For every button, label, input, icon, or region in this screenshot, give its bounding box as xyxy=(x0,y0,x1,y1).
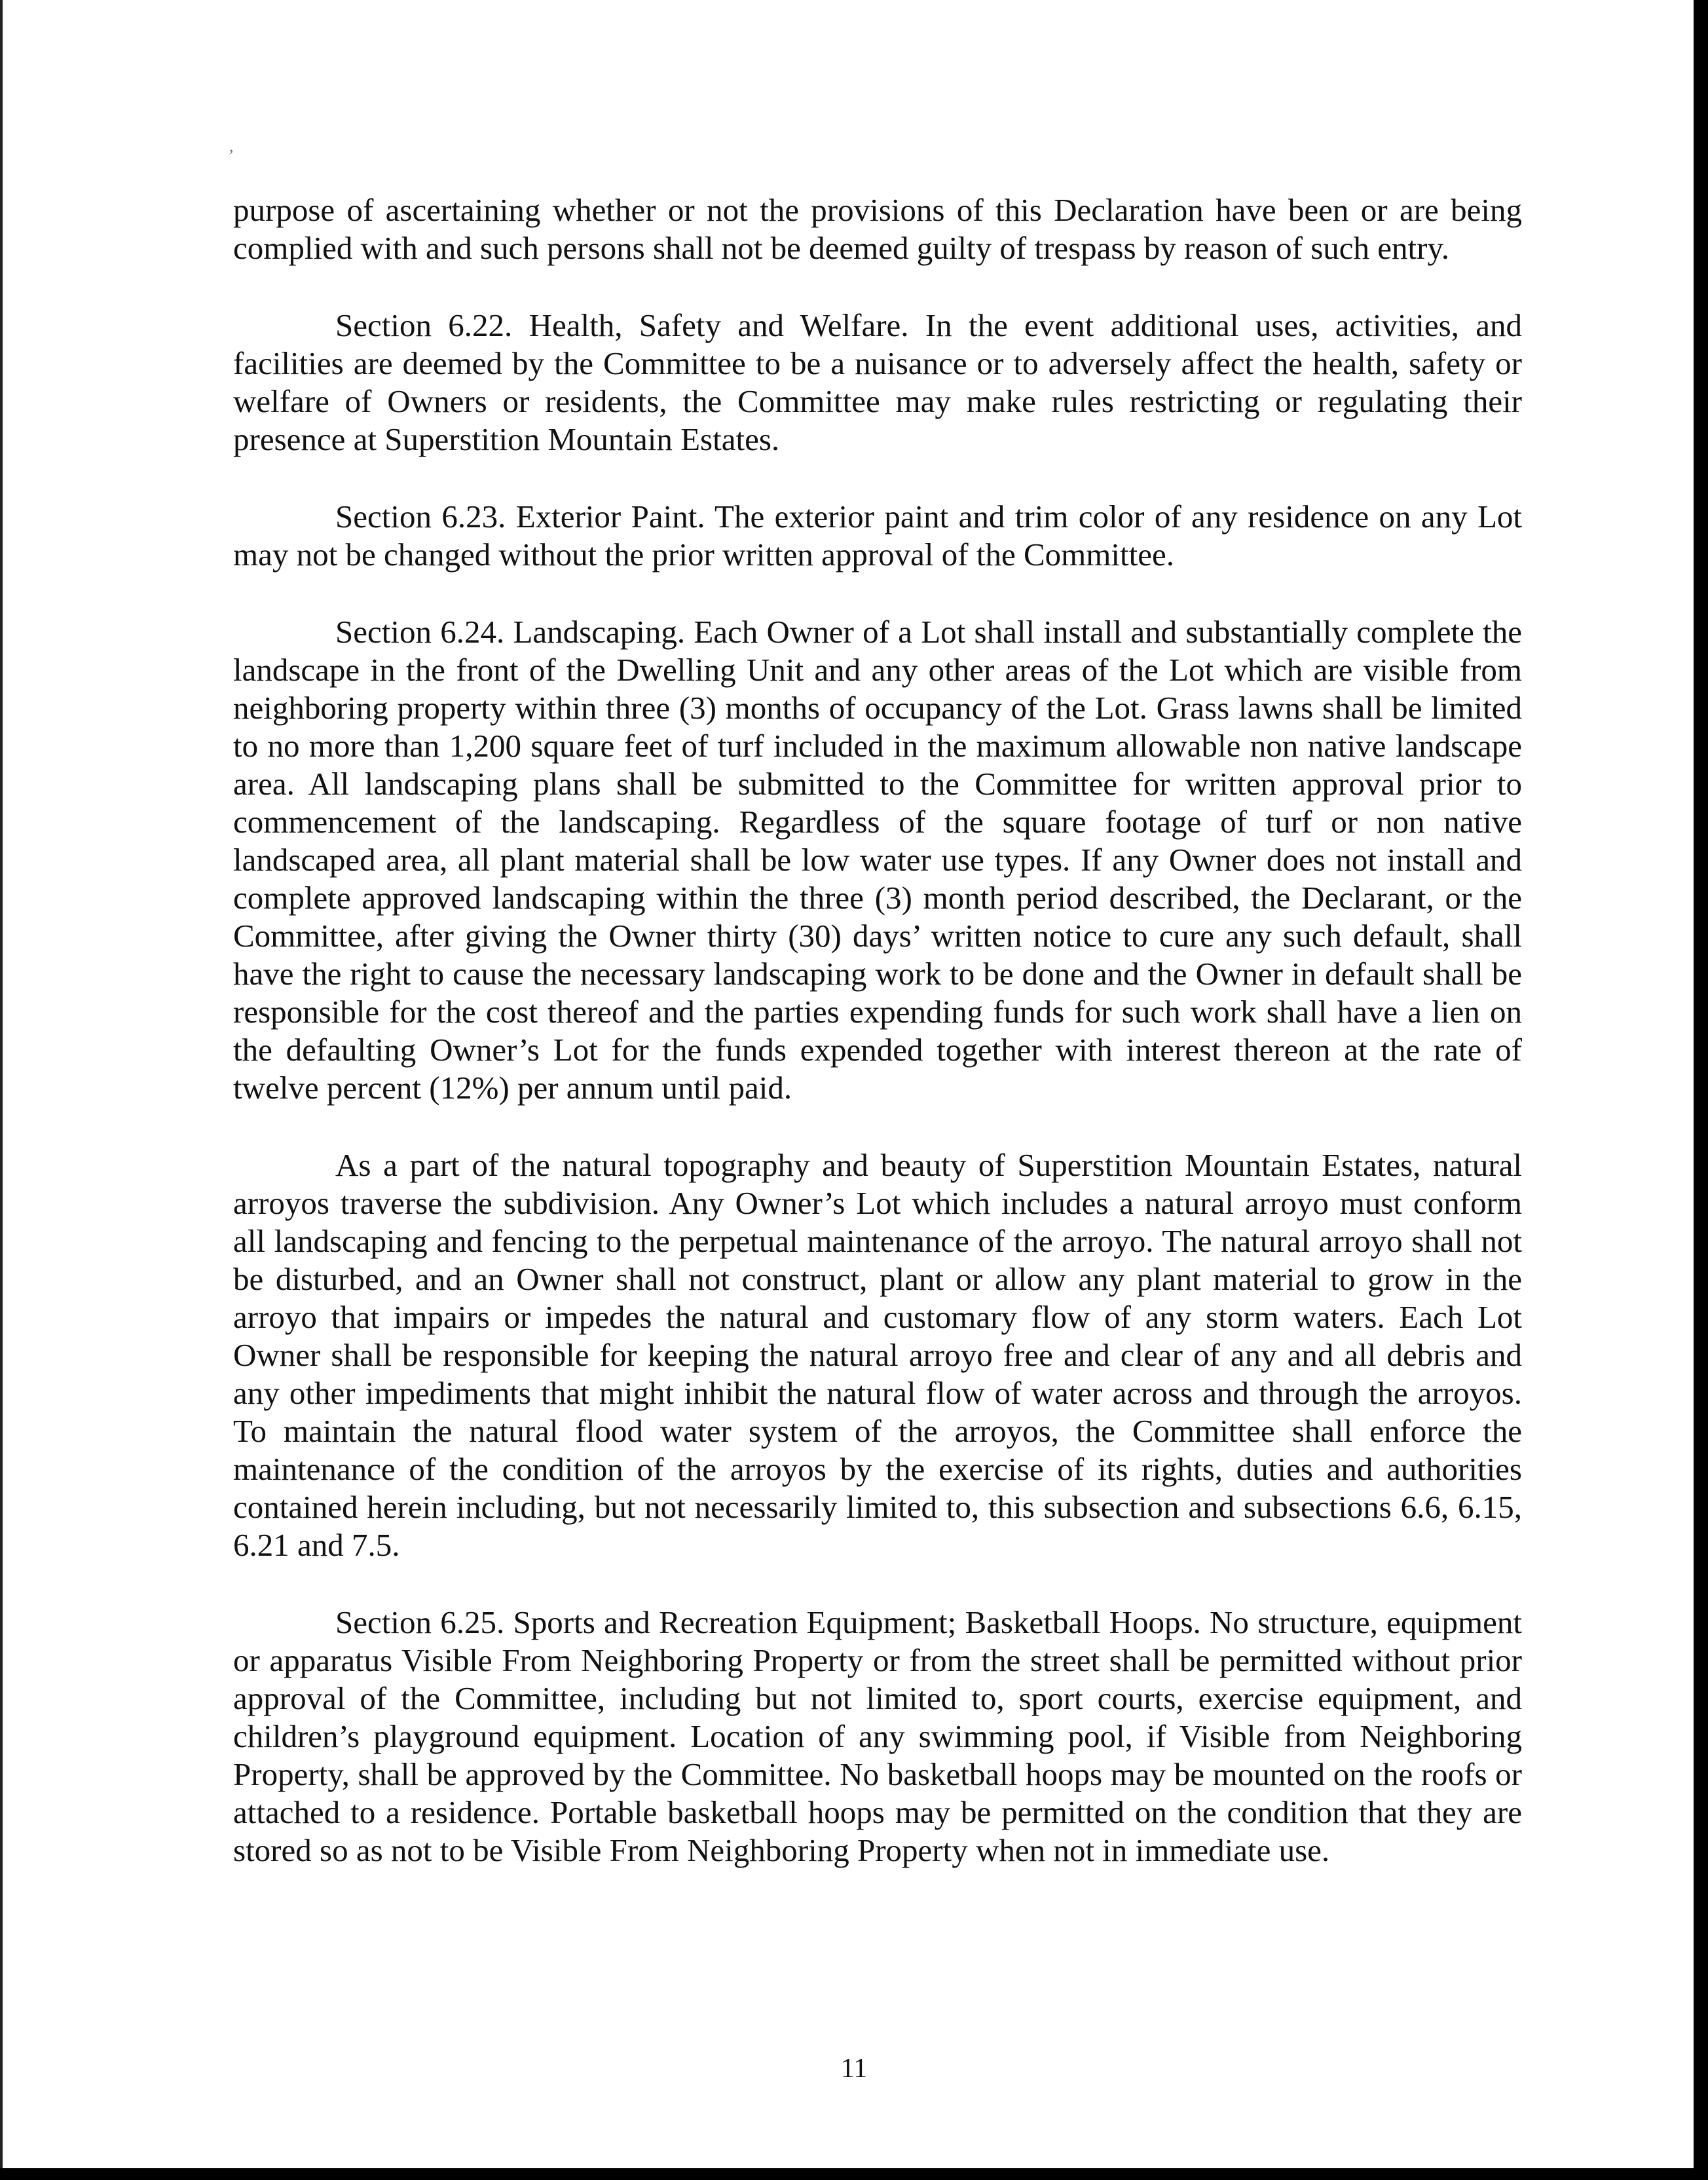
page-number: 11 xyxy=(840,2054,868,2084)
scan-edge-left xyxy=(0,0,3,2180)
scan-speck: , xyxy=(229,136,234,155)
scan-edge-right xyxy=(1694,0,1708,2180)
paragraph-section-6-25: Section 6.25. Sports and Recreation Equipment; Basketball Hoops. No structure, equipment or apparatus Visible From Neighboring Property or from the street shall be permitted without prior approval of the Committee, including but not limited to, sport courts, exercise equipment, and children’s playground equipment. Location of any swimming pool, if Visible from Neighboring Property, shall be approved by the Committee. No basketball hoops may be mounted on the roofs or attached to a residence. Portable basketball hoops may be permitted on the condition that they are stored so as not to be Visible From Neighboring Property when not in immediate use. xyxy=(233,1604,1522,1868)
document-body xyxy=(233,191,1522,1909)
scan-edge-bottom xyxy=(0,2168,1708,2180)
paragraph-section-6-23: Section 6.23. Exterior Paint. The exterior paint and trim color of any residence on any Lot may not be changed without the prior written approval of the Committee. xyxy=(233,498,1522,573)
paragraph-arroyos: As a part of the natural topography and beauty of Superstition Mountain Estates, natural arroyos traverse the subdivision. Any Owner’s Lot which includes a natural arroyo must conform all landscaping and fencing to the perpetual maintenance of the arroyo. The natural arroyo shall not be disturbed, and an Owner shall not construct, plant or allow any plant material to grow in the arroyo that impairs or impedes the natural and customary flow of any storm waters. Each Lot Owner shall be responsible for keeping the natural arroyo free and clear of any and all debris and any other impediments that might inhibit the natural flow of water across and through the arroyos. To maintain the natural flood water system of the arroyos, the Committee shall enforce the maintenance of the condition of the arroyos by the exercise of its rights, duties and authorities contained herein including, but not necessarily limited to, this subsection and subsections 6.6, 6.15, 6.21 and 7.5. xyxy=(233,1147,1522,1563)
paragraph-section-6-22: Section 6.22. Health, Safety and Welfare. In the event additional uses, activities, and facilities are deemed by the Committee to be a nuisance or to adversely affect the health, safety or welfare of Owners or residents, the Committee may make rules restricting or regulating their presence at Superstition Mountain Estates. xyxy=(233,307,1522,457)
paragraph-continuation: purpose of ascertaining whether or not the provisions of this Declaration have been or are being complied with and such persons shall not be deemed guilty of trespass by reason of such entry. xyxy=(233,192,1522,266)
paragraph-section-6-24: Section 6.24. Landscaping. Each Owner of a Lot shall install and substantially complete the landscape in the front of the Dwelling Unit and any other areas of the Lot which are visible from neighboring property within three (3) months of occupancy of the Lot. Grass lawns shall be limited to no more than 1,200 square feet of turf included in the maximum allowable non native landscape area. All landscaping plans shall be submitted to the Committee for written approval prior to commencement of the landscaping. Regardless of the square footage of turf or non native landscaped area, all plant material shall be low water use types. If any Owner does not install and complete approved landscaping within the three (3) month period described, the Declarant, or the Committee, after giving the Owner thirty (30) days’ written notice to cure any such default, shall have the right to cause the necessary landscaping work to be done and the Owner in default shall be responsible for the cost thereof and the parties expending funds for such work shall have a lien on the defaulting Owner’s Lot for the funds expended together with interest thereon at the rate of twelve percent (12%) per annum until paid. xyxy=(233,614,1522,1106)
